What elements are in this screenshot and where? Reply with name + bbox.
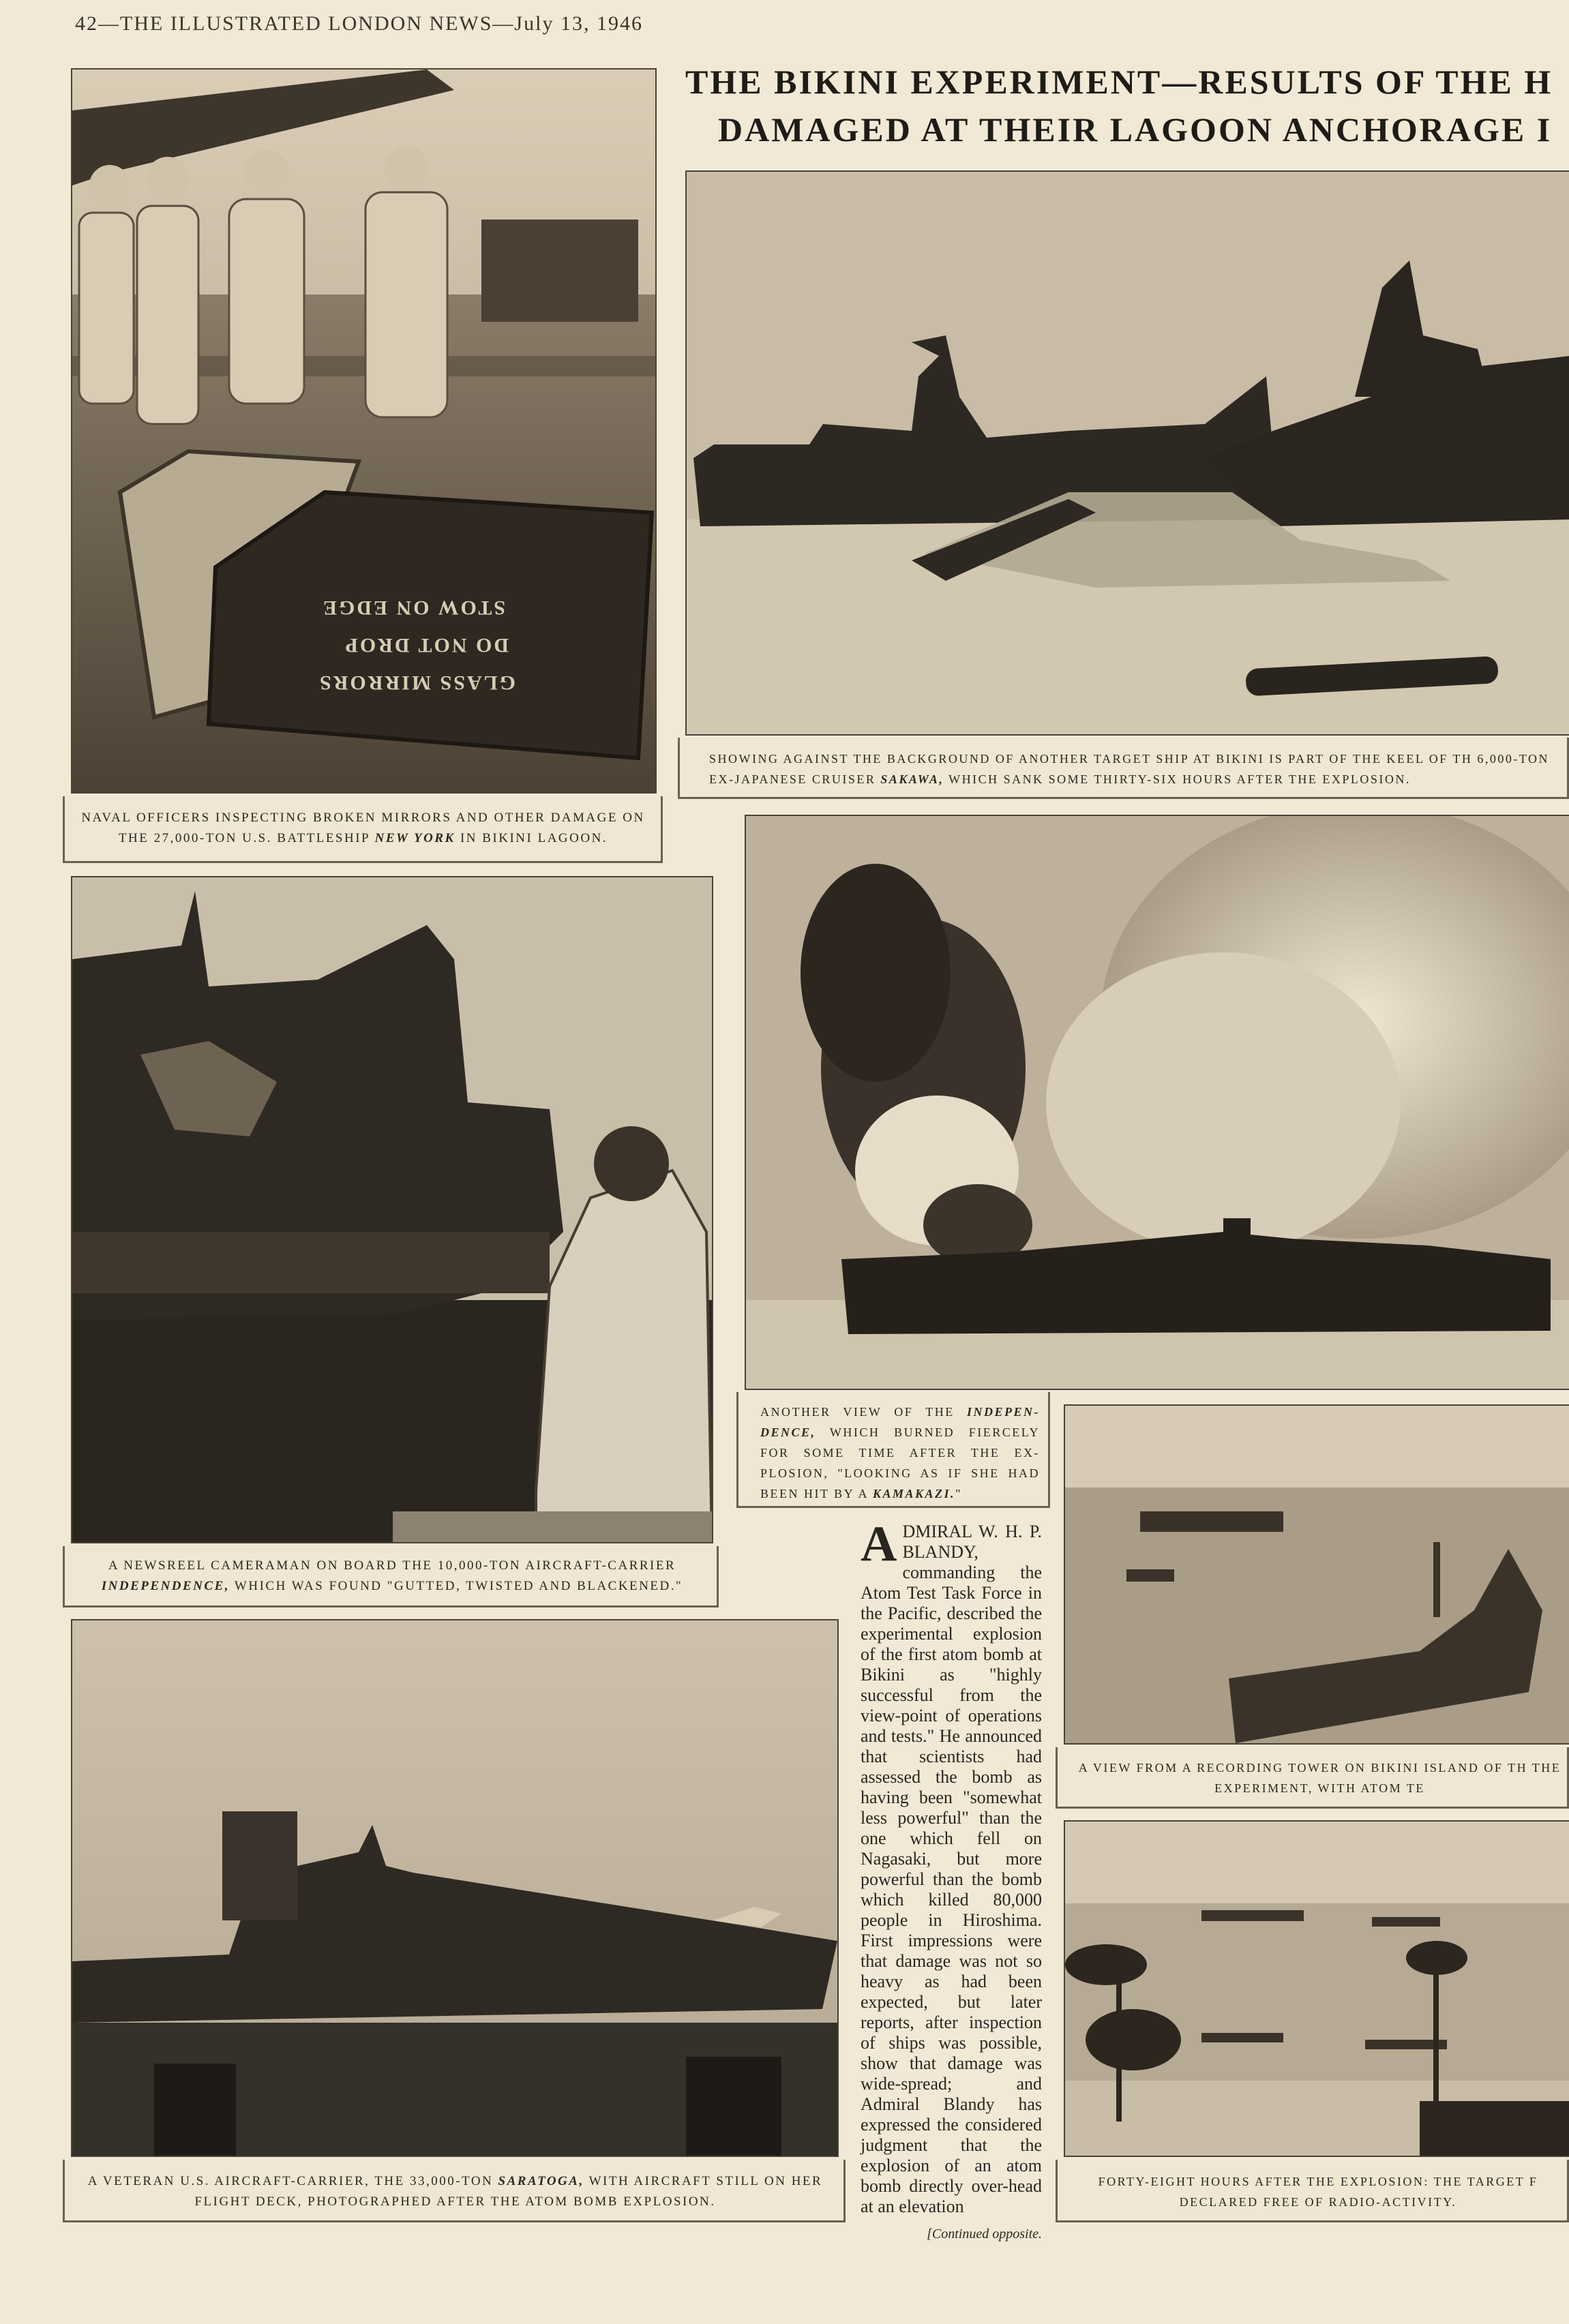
caption-newsreel-ship-name: INDEPENDENCE, [101,1579,230,1593]
mirror-sign-line-2: DO NOT DROP [343,634,509,657]
photo-saratoga [71,1619,839,2157]
caption-sakawa-text-a: SHOWING AGAINST THE BACKGROUND OF ANOTHER TARGET SHIP AT BIKINI IS PART OF THE KEEL OF TH 6,000-TON EX-JAPANESE CRUISER [709,752,1550,786]
caption-forty-eight-text: FORTY-EIGHT HOURS AFTER THE EXPLOSION: THE TARGET F DECLARED FREE OF RADIO-ACTIVITY. [1098,2175,1538,2209]
running-head: 42—THE ILLUSTRATED LONDON NEWS—July 13, 1946 [75,12,643,35]
caption-officers-text-a: NAVAL OFFICERS INSPECTING BROKEN MIRRORS AND OTHER DAMAGE ON THE 27,000-TON U.S. BATTLESHIP [81,811,645,845]
caption-newsreel [75,1556,709,1597]
article-dropcap: A [861,1516,897,1572]
headline [685,58,1569,153]
caption-saratoga-text-a: A VETERAN U.S. AIRCRAFT-CARRIER, THE 33,000-TON [87,2174,498,2188]
photo-recording-tower-view [1064,1404,1569,1745]
caption-sakawa-ship-name: SAKAWA, [880,772,944,786]
photo-newsreel-cameraman [71,876,713,1543]
caption-independence [760,1402,1040,1504]
caption-newsreel-text-a: A NEWSREEL CAMERAMAN ON BOARD THE 10,000-TON AIRCRAFT-CARRIER [108,1558,676,1573]
mirror-sign-line-1: GLASS MIRRORS [318,671,515,694]
article-continued: [Continued opposite. [927,2227,1042,2242]
article-body [861,1516,1042,2217]
caption-newsreel-text-b: WHICH WAS FOUND "GUTTED, TWISTED AND BLACKENED." [230,1579,683,1593]
photo-independence-burning [745,815,1569,1390]
photo-sakawa-keel [685,170,1569,736]
photo-officers-inspecting-mirrors [71,68,657,794]
caption-tower-text: A VIEW FROM A RECORDING TOWER ON BIKINI ISLAND OF TH THE EXPERIMENT, WITH ATOM TE [1078,1761,1561,1795]
sakawa-photo-illustration [687,172,1569,734]
caption-officers-ship-name: NEW YORK [374,831,455,845]
caption-independence-ship-name: INDEPEN-DENCE, [760,1405,1040,1439]
caption-officers [75,808,651,849]
newsreel-photo-illustration [72,877,712,1542]
caption-saratoga [85,2171,825,2212]
tower-view-illustration [1065,1406,1569,1743]
mirror-sign-line-3: STOW ON EDGE [321,597,505,619]
saratoga-photo-illustration [72,1620,837,2156]
caption-sakawa [689,749,1569,789]
officers-photo-illustration [72,70,655,792]
headline-line-1: THE BIKINI EXPERIMENT—RESULTS OF THE H [685,63,1553,101]
caption-forty-eight [1067,2171,1569,2212]
caption-independence-text-a: ANOTHER VIEW OF THE [760,1405,967,1419]
forty-eight-hours-illustration [1065,1822,1569,2156]
caption-saratoga-text-b: WITH AIRCRAFT STILL ON HER FLIGHT DECK, PHOTOGRAPHED AFTER THE ATOM BOMB EXPLOSION. [194,2174,823,2209]
caption-tower [1071,1757,1569,1798]
headline-line-2: DAMAGED AT THEIR LAGOON ANCHORAGE I [718,110,1553,149]
caption-officers-text-b: IN BIKINI LAGOON. [455,831,608,845]
photo-forty-eight-hours [1064,1820,1569,2157]
caption-sakawa-text-b: WHICH SANK SOME THIRTY-SIX HOURS AFTER THE EXPLOSION. [944,772,1411,786]
caption-independence-kamakazi: KAMAKAZI. [873,1487,956,1500]
caption-independence-text-c: " [955,1487,962,1500]
caption-saratoga-ship-name: SARATOGA, [498,2174,584,2188]
article-text: DMIRAL W. H. P. BLANDY, commanding the Atom Test Task Force in the Pacific, described the experimental explosion of the first atom bomb at Bikini as "highly successful from the view-point of operations and tests." He announced that scientists had assessed the bomb as having been "somewhat less powerful" than the one which fell on Nagasaki, but more powerful than the bomb which killed 80,000 people in Hiroshima. First impressions were that damage was not so heavy as had been expected, but later reports, after inspection of ships was possible, show that damage was wide-spread; and Admiral Blandy has expressed the considered judgment that the explosion of an atom bomb directly over-head at an elevation [861,1522,1042,2216]
independence-fire-illustration [746,816,1569,1389]
caption-independence-text-b: WHICH BURNED FIERCELY FOR SOME TIME AFTER THE EX-PLOSION, "LOOKING AS IF SHE HAD BEEN HIT BY A [760,1425,1040,1500]
